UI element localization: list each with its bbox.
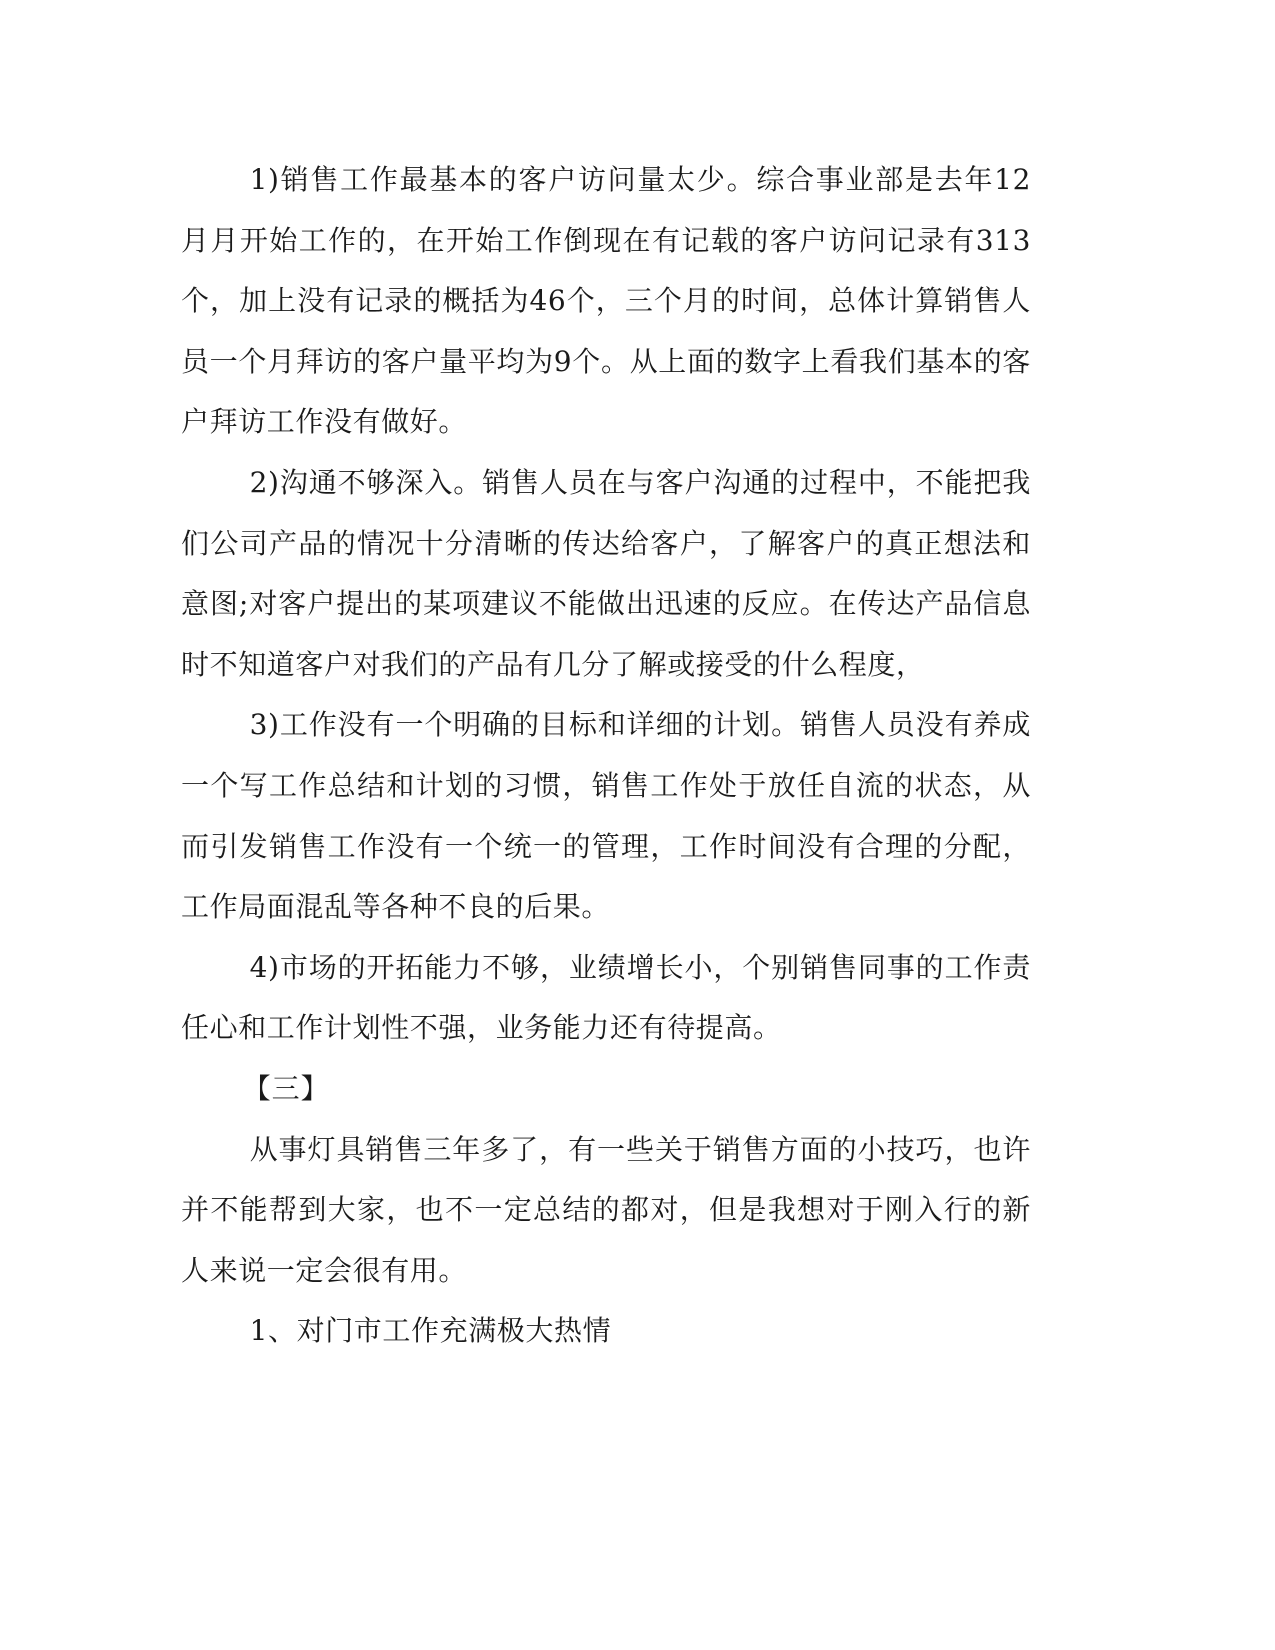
document-body <box>181 150 1031 1362</box>
paragraph-communication: 2)沟通不够深入。销售人员在与客户沟通的过程中，不能把我们公司产品的情况十分清晰的传达给客户，了解客户的真正想法和意图;对客户提出的某项建议不能做出迅速的反应。在传达产品信息时不知道客户对我们的产品有几分了解或接受的什么程度， <box>181 465 1031 681</box>
paragraph-store-enthusiasm: 1、对门市工作充满极大热情 <box>249 1314 612 1348</box>
paragraph-market-ability: 4)市场的开拓能力不够，业绩增长小，个别销售同事的工作责任心和工作计划性不强，业务能力还有待提高。 <box>181 950 1031 1045</box>
paragraph-work-plan: 3)工作没有一个明确的目标和详细的计划。销售人员没有养成一个写工作总结和计划的习惯，销售工作处于放任自流的状态，从而引发销售工作没有一个统一的管理，工作时间没有合理的分配，工作局面混乱等各种不良的后果。 <box>181 708 1031 924</box>
section-heading: 【三】 <box>242 1071 330 1105</box>
paragraph-visit-volume: 1)销售工作最基本的客户访问量太少。综合事业部是去年12月月开始工作的，在开始工作倒现在有记载的客户访问记录有313个，加上没有记录的概括为46个，三个月的时间，总体计算销售人员一个月拜访的客户量平均为9个。从上面的数字上看我们基本的客户拜访工作没有做好。 <box>181 163 1031 439</box>
paragraph-lighting-sales-intro: 从事灯具销售三年多了，有一些关于销售方面的小技巧，也许并不能帮到大家，也不一定总结的都对，但是我想对于刚入行的新人来说一定会很有用。 <box>181 1132 1031 1287</box>
